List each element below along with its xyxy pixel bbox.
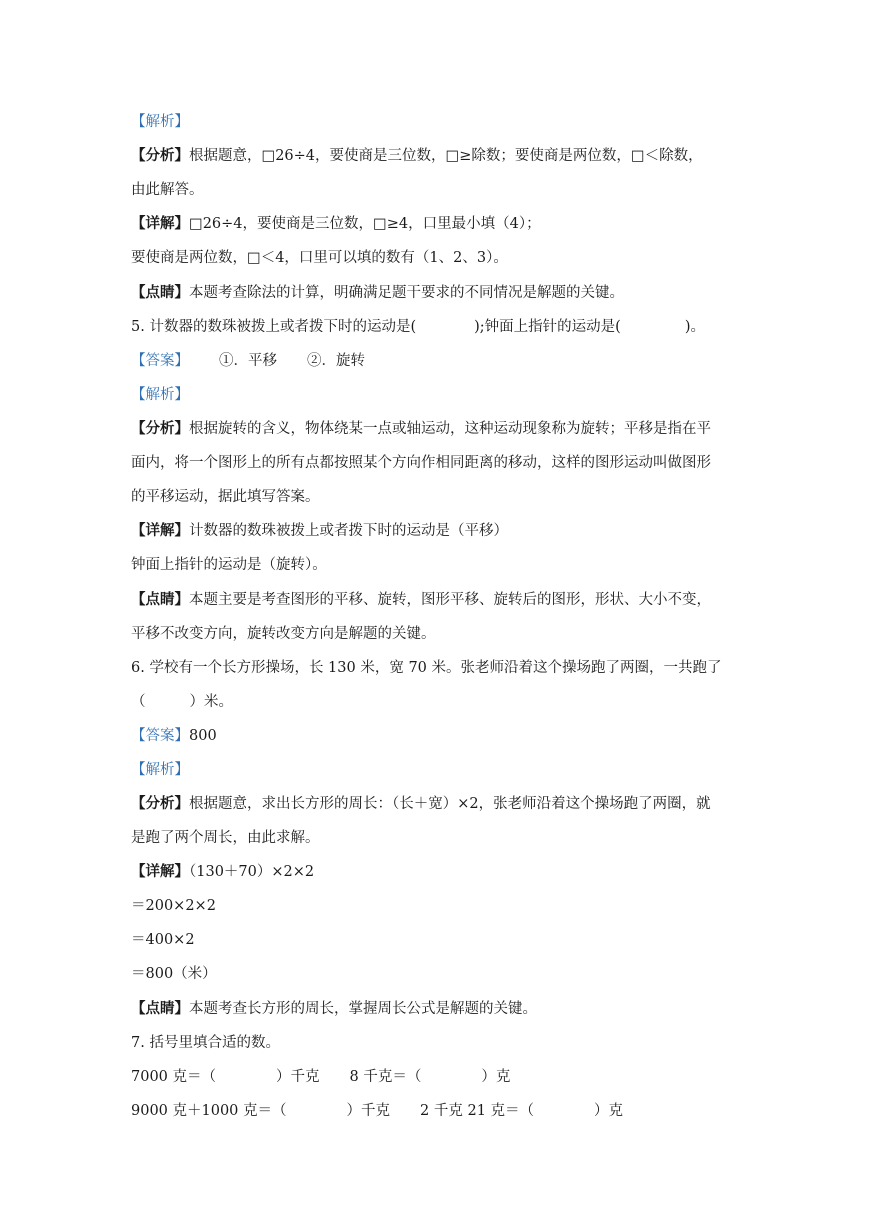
- q4-xiangjie-line-2: 要使商是两位数，□＜4，口里可以填的数有（1、2、3）。: [131, 250, 508, 266]
- q5-fenxi-line-3: 的平移运动，据此填写答案。: [131, 489, 320, 505]
- q6-xiangjie-line-4: ＝800（米）: [131, 966, 217, 982]
- q5-jiexi-heading: 【解析】: [131, 387, 189, 403]
- q5-fenxi-line-1: 【分析】根据旋转的含义，物体绕某一点或轴运动，这种运动现象称为旋转；平移是指在平: [131, 420, 711, 437]
- q5-xiangjie-line-1: 【详解】计数器的数珠被拨上或者拨下时的运动是（平移）: [131, 522, 508, 539]
- q7-question: 7. 括号里填合适的数。: [131, 1035, 280, 1051]
- q5-fenxi-line-2: 面内，将一个图形上的所有点都按照某个方向作相同距离的移动，这样的图形运动叫做图形: [131, 455, 711, 471]
- q6-question-line-2: （ ）米。: [131, 694, 233, 710]
- q6-xiangjie-line-3: ＝400×2: [131, 932, 195, 948]
- q4-fenxi-line-2: 由此解答。: [131, 182, 204, 198]
- q6-xiangjie-line-1: 【详解】（130＋70）×2×2: [131, 863, 315, 880]
- q5-dianjing-line-2: 平移不改变方向，旋转改变方向是解题的关键。: [131, 626, 436, 642]
- q6-dianjing: 【点睛】本题考查长方形的周长，掌握周长公式是解题的关键。: [131, 1000, 537, 1017]
- q6-jiexi-heading: 【解析】: [131, 762, 189, 778]
- q4-fenxi-line-1: 【分析】根据题意，□26÷4，要使商是三位数，□≥除数；要使商是两位数，□＜除数，: [131, 147, 703, 164]
- q5-answer: 【答案】 ①．平移 ②．旋转: [131, 353, 365, 369]
- q6-xiangjie-line-2: ＝200×2×2: [131, 898, 216, 914]
- q6-answer: 【答案】800: [131, 728, 217, 744]
- q4-jiexi-heading: 【解析】: [131, 114, 189, 130]
- q5-dianjing-line-1: 【点睛】本题主要是考查图形的平移、旋转，图形平移、旋转后的图形，形状、大小不变，: [131, 591, 711, 608]
- q6-fenxi-line-1: 【分析】根据题意，求出长方形的周长：（长＋宽）×2，张老师沿着这个操场跑了两圈，就: [131, 795, 711, 812]
- q7-row-1: 7000 克＝（ ）千克 8 千克＝（ ）克: [131, 1069, 511, 1085]
- q6-fenxi-line-2: 是跑了两个周长，由此求解。: [131, 830, 320, 846]
- q5-xiangjie-line-2: 钟面上指针的运动是（旋转）。: [131, 557, 327, 573]
- q7-row-2: 9000 克＋1000 克＝（ ）千克 2 千克 21 克＝（ ）克: [131, 1103, 624, 1119]
- q4-xiangjie-line-1: 【详解】□26÷4，要使商是三位数，□≥4，口里最小填（4）；: [131, 215, 541, 232]
- q5-question: 5. 计数器的数珠被拨上或者拨下时的运动是( );钟面上指针的运动是( )。: [131, 319, 705, 335]
- q4-dianjing: 【点睛】本题考查除法的计算，明确满足题干要求的不同情况是解题的关键。: [131, 284, 624, 301]
- q6-question-line-1: 6. 学校有一个长方形操场，长 130 米，宽 70 米。张老师沿着这个操场跑了两圈，一共跑了: [131, 660, 722, 676]
